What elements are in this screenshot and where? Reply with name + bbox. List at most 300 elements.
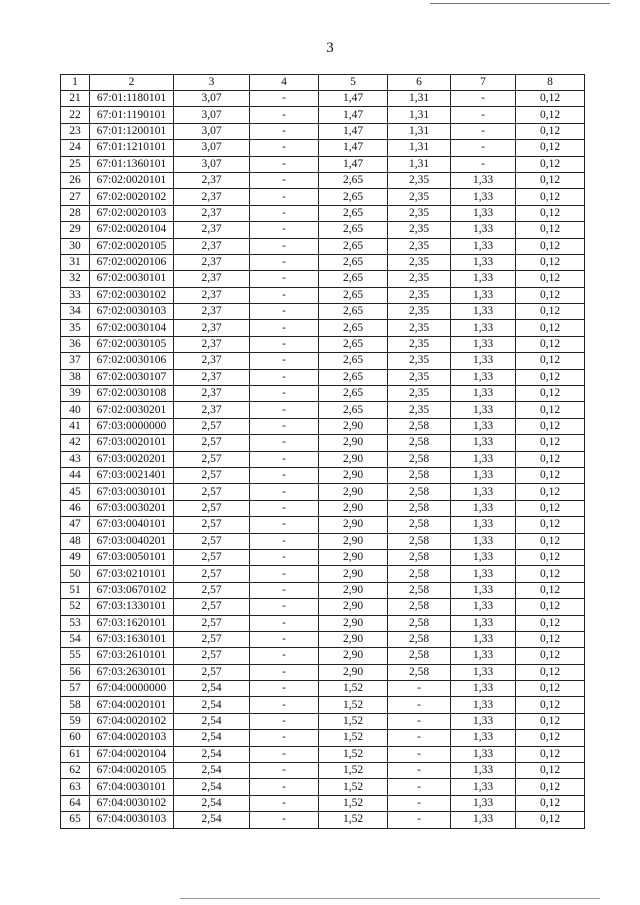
table-cell: -: [250, 172, 319, 188]
table-cell: 22: [61, 107, 90, 123]
table-cell: 1,33: [451, 369, 516, 385]
table-cell: 52: [61, 599, 90, 615]
table-cell: 1,33: [451, 189, 516, 205]
table-cell: 1,33: [451, 648, 516, 664]
table-cell: 0,12: [516, 795, 585, 811]
table-cell: -: [250, 402, 319, 418]
table-cell: 0,12: [516, 500, 585, 516]
table-row: [61, 418, 585, 434]
table-cell: 2,65: [319, 254, 388, 270]
table-cell: 64: [61, 795, 90, 811]
table-cell: 2,65: [319, 172, 388, 188]
table-cell: 3,07: [174, 140, 250, 156]
table-cell: 1,52: [319, 730, 388, 746]
table-cell: 67:03:0020101: [90, 435, 174, 451]
table-cell: 2,37: [174, 402, 250, 418]
table-cell: 2,57: [174, 566, 250, 582]
table-cell: 67:01:1360101: [90, 156, 174, 172]
table-cell: 2,90: [319, 664, 388, 680]
table-cell: 2,58: [388, 467, 451, 483]
table-cell: 1,33: [451, 271, 516, 287]
table-cell: 2,58: [388, 500, 451, 516]
table-cell: 1,52: [319, 763, 388, 779]
table-cell: -: [250, 812, 319, 828]
table-cell: 67:02:0030101: [90, 271, 174, 287]
table-cell: 0,12: [516, 697, 585, 713]
table-cell: 28: [61, 205, 90, 221]
table-cell: 1,33: [451, 582, 516, 598]
table-cell: 0,12: [516, 254, 585, 270]
table-cell: 1,52: [319, 697, 388, 713]
table-cell: -: [388, 795, 451, 811]
table-cell: 45: [61, 484, 90, 500]
table-cell: 67:02:0030103: [90, 304, 174, 320]
table-cell: 67:03:0050101: [90, 549, 174, 565]
table-cell: 43: [61, 451, 90, 467]
table-cell: 2,65: [319, 369, 388, 385]
table-row: [61, 369, 585, 385]
table-row: [61, 435, 585, 451]
table-cell: 2,58: [388, 664, 451, 680]
column-header: 1: [61, 75, 90, 91]
table-row: [61, 140, 585, 156]
table-cell: -: [388, 713, 451, 729]
table-cell: 2,65: [319, 402, 388, 418]
table-cell: -: [250, 205, 319, 221]
data-table: [60, 74, 585, 829]
table-cell: -: [250, 648, 319, 664]
table-cell: 67:03:2630101: [90, 664, 174, 680]
table-row: [61, 582, 585, 598]
table-cell: 2,37: [174, 238, 250, 254]
table-cell: 2,37: [174, 353, 250, 369]
table-cell: 2,57: [174, 648, 250, 664]
table-cell: 39: [61, 386, 90, 402]
table-cell: 67:03:1620101: [90, 615, 174, 631]
table-cell: 0,12: [516, 664, 585, 680]
table-cell: 0,12: [516, 336, 585, 352]
table-cell: 1,31: [388, 91, 451, 107]
table-cell: -: [250, 713, 319, 729]
table-cell: 2,37: [174, 271, 250, 287]
table-cell: -: [451, 123, 516, 139]
column-header: 8: [516, 75, 585, 91]
table-cell: 2,58: [388, 549, 451, 565]
table-row: [61, 451, 585, 467]
table-cell: 0,12: [516, 484, 585, 500]
table-row: [61, 467, 585, 483]
table-cell: 2,90: [319, 549, 388, 565]
table-cell: 3,07: [174, 156, 250, 172]
table-cell: 2,54: [174, 730, 250, 746]
table-cell: 67:04:0020102: [90, 713, 174, 729]
table-cell: 2,35: [388, 287, 451, 303]
table-cell: 1,33: [451, 172, 516, 188]
table-cell: 0,12: [516, 648, 585, 664]
table-cell: 67:02:0020102: [90, 189, 174, 205]
table-cell: 0,12: [516, 140, 585, 156]
table-cell: 67:02:0020103: [90, 205, 174, 221]
column-header: 4: [250, 75, 319, 91]
table-cell: 2,65: [319, 320, 388, 336]
table-row: [61, 779, 585, 795]
table-cell: 2,58: [388, 599, 451, 615]
table-cell: 2,90: [319, 566, 388, 582]
table-cell: -: [250, 566, 319, 582]
table-cell: 0,12: [516, 304, 585, 320]
table-cell: 44: [61, 467, 90, 483]
table-cell: 0,12: [516, 451, 585, 467]
table-cell: 2,65: [319, 271, 388, 287]
table-cell: 2,58: [388, 582, 451, 598]
table-cell: 2,58: [388, 517, 451, 533]
table-cell: 2,90: [319, 631, 388, 647]
table-row: [61, 566, 585, 582]
table-cell: 50: [61, 566, 90, 582]
table-row: [61, 271, 585, 287]
table-cell: 1,52: [319, 746, 388, 762]
table-cell: -: [250, 549, 319, 565]
table-cell: 0,12: [516, 615, 585, 631]
table-cell: 2,58: [388, 533, 451, 549]
table-cell: 2,65: [319, 386, 388, 402]
table-cell: 34: [61, 304, 90, 320]
table-cell: 2,57: [174, 500, 250, 516]
table-cell: 3,07: [174, 123, 250, 139]
table-cell: 2,57: [174, 451, 250, 467]
table-row: [61, 549, 585, 565]
table-cell: 1,33: [451, 353, 516, 369]
table-row: [61, 287, 585, 303]
table-row: [61, 222, 585, 238]
table-cell: -: [451, 140, 516, 156]
table-cell: 1,33: [451, 467, 516, 483]
table-cell: 67:03:0020201: [90, 451, 174, 467]
table-cell: 2,35: [388, 271, 451, 287]
table-cell: -: [250, 615, 319, 631]
table-cell: 0,12: [516, 779, 585, 795]
table-cell: 2,65: [319, 336, 388, 352]
table-cell: 2,35: [388, 254, 451, 270]
table-cell: -: [250, 681, 319, 697]
table-cell: 67:01:1200101: [90, 123, 174, 139]
table-cell: 1,33: [451, 205, 516, 221]
table-row: [61, 304, 585, 320]
table-cell: 1,33: [451, 222, 516, 238]
table-cell: 2,58: [388, 631, 451, 647]
table-cell: 25: [61, 156, 90, 172]
table-cell: -: [250, 779, 319, 795]
table-cell: 2,65: [319, 304, 388, 320]
table-cell: 67:04:0000000: [90, 681, 174, 697]
table-cell: -: [250, 763, 319, 779]
table-cell: 36: [61, 336, 90, 352]
table-cell: 1,52: [319, 681, 388, 697]
table-cell: 1,33: [451, 599, 516, 615]
table-row: [61, 500, 585, 516]
table-cell: 1,31: [388, 140, 451, 156]
table-cell: 1,33: [451, 287, 516, 303]
table-cell: -: [451, 107, 516, 123]
table-cell: -: [250, 435, 319, 451]
table-cell: -: [250, 533, 319, 549]
table-cell: 1,33: [451, 549, 516, 565]
table-cell: 0,12: [516, 320, 585, 336]
table-cell: 67:03:0030101: [90, 484, 174, 500]
table-row: [61, 713, 585, 729]
table-cell: 1,33: [451, 254, 516, 270]
table-cell: 67:04:0030101: [90, 779, 174, 795]
table-cell: 2,90: [319, 484, 388, 500]
table-cell: 1,33: [451, 533, 516, 549]
table-cell: 1,47: [319, 123, 388, 139]
table-cell: 53: [61, 615, 90, 631]
table-cell: 2,37: [174, 336, 250, 352]
table-cell: -: [250, 320, 319, 336]
table-cell: -: [388, 697, 451, 713]
table-cell: -: [250, 107, 319, 123]
table-cell: 1,52: [319, 713, 388, 729]
table-cell: 67:01:1190101: [90, 107, 174, 123]
table-cell: 0,12: [516, 566, 585, 582]
table-cell: 2,37: [174, 386, 250, 402]
table-row: [61, 172, 585, 188]
table-cell: -: [250, 746, 319, 762]
table-cell: 2,37: [174, 287, 250, 303]
table-cell: 32: [61, 271, 90, 287]
table-cell: 27: [61, 189, 90, 205]
table-cell: 2,58: [388, 615, 451, 631]
table-cell: 67:03:1630101: [90, 631, 174, 647]
table-cell: 2,57: [174, 582, 250, 598]
table-cell: 59: [61, 713, 90, 729]
table-cell: -: [250, 599, 319, 615]
table-cell: 67:03:1330101: [90, 599, 174, 615]
table-row: [61, 763, 585, 779]
table-cell: 0,12: [516, 533, 585, 549]
table-cell: 0,12: [516, 517, 585, 533]
table-cell: 67:01:1180101: [90, 91, 174, 107]
table-cell: 1,31: [388, 107, 451, 123]
table-cell: 3,07: [174, 91, 250, 107]
table-cell: 67:03:0000000: [90, 418, 174, 434]
table-row: [61, 648, 585, 664]
table-row: [61, 615, 585, 631]
table-cell: 38: [61, 369, 90, 385]
table-cell: 0,12: [516, 156, 585, 172]
table-cell: 2,90: [319, 599, 388, 615]
table-cell: 2,90: [319, 615, 388, 631]
table-cell: 1,47: [319, 156, 388, 172]
table-row: [61, 533, 585, 549]
table-cell: 2,57: [174, 517, 250, 533]
page-number: 3: [326, 40, 334, 56]
table-cell: 67:03:0210101: [90, 566, 174, 582]
table-cell: 2,37: [174, 320, 250, 336]
table-cell: 67:03:0021401: [90, 467, 174, 483]
table-cell: 1,33: [451, 812, 516, 828]
table-cell: 1,33: [451, 631, 516, 647]
table-cell: 2,37: [174, 172, 250, 188]
table-cell: 1,33: [451, 304, 516, 320]
table-cell: 2,90: [319, 418, 388, 434]
table-cell: 26: [61, 172, 90, 188]
table-cell: 51: [61, 582, 90, 598]
table-cell: -: [250, 287, 319, 303]
table-cell: 49: [61, 549, 90, 565]
table-cell: 2,54: [174, 812, 250, 828]
table-cell: 1,33: [451, 681, 516, 697]
table-cell: 1,47: [319, 140, 388, 156]
table-cell: 2,65: [319, 238, 388, 254]
table-cell: 1,33: [451, 402, 516, 418]
table-cell: -: [250, 467, 319, 483]
table-cell: 2,35: [388, 369, 451, 385]
table-cell: 1,33: [451, 336, 516, 352]
table-cell: 23: [61, 123, 90, 139]
table-cell: -: [250, 451, 319, 467]
table-cell: 2,54: [174, 763, 250, 779]
table-row: [61, 631, 585, 647]
table-cell: 67:04:0030103: [90, 812, 174, 828]
table-cell: 1,33: [451, 713, 516, 729]
table-cell: 1,33: [451, 615, 516, 631]
table-cell: -: [250, 189, 319, 205]
table-cell: 1,33: [451, 238, 516, 254]
table-cell: 2,35: [388, 222, 451, 238]
table-cell: 2,90: [319, 500, 388, 516]
table-row: [61, 336, 585, 352]
table-cell: 60: [61, 730, 90, 746]
table-cell: -: [388, 730, 451, 746]
table-cell: 2,37: [174, 205, 250, 221]
table-cell: -: [250, 91, 319, 107]
table-cell: 1,33: [451, 763, 516, 779]
table-row: [61, 353, 585, 369]
table-cell: 2,58: [388, 451, 451, 467]
table-cell: 2,58: [388, 484, 451, 500]
table-cell: 2,35: [388, 172, 451, 188]
table-cell: -: [250, 631, 319, 647]
table-cell: 1,33: [451, 795, 516, 811]
table-cell: -: [250, 697, 319, 713]
table-cell: 0,12: [516, 402, 585, 418]
table-cell: -: [250, 582, 319, 598]
table-cell: 1,52: [319, 779, 388, 795]
table-cell: 2,57: [174, 418, 250, 434]
table-cell: 0,12: [516, 713, 585, 729]
table-cell: 67:02:0030104: [90, 320, 174, 336]
column-header: 2: [90, 75, 174, 91]
table-cell: 2,57: [174, 484, 250, 500]
table-cell: 2,57: [174, 664, 250, 680]
column-header: 6: [388, 75, 451, 91]
table-cell: 67:03:0030201: [90, 500, 174, 516]
table-cell: 42: [61, 435, 90, 451]
table-cell: 0,12: [516, 467, 585, 483]
table-cell: 2,35: [388, 205, 451, 221]
table-cell: 2,58: [388, 648, 451, 664]
table-cell: 67:02:0030201: [90, 402, 174, 418]
table-cell: 2,37: [174, 369, 250, 385]
table-cell: 1,33: [451, 517, 516, 533]
table-cell: -: [250, 140, 319, 156]
table-cell: 2,54: [174, 746, 250, 762]
table-cell: 1,33: [451, 697, 516, 713]
table-row: [61, 320, 585, 336]
table-cell: -: [388, 681, 451, 697]
table-cell: 0,12: [516, 287, 585, 303]
table-row: [61, 402, 585, 418]
table-cell: 2,35: [388, 304, 451, 320]
table-cell: 67:02:0030106: [90, 353, 174, 369]
table-cell: 0,12: [516, 222, 585, 238]
table-cell: 67:01:1210101: [90, 140, 174, 156]
table-cell: 67:03:2610101: [90, 648, 174, 664]
table-cell: -: [250, 238, 319, 254]
table-cell: 65: [61, 812, 90, 828]
table-cell: 2,57: [174, 435, 250, 451]
table-cell: 1,33: [451, 566, 516, 582]
table-cell: -: [451, 91, 516, 107]
column-header: 5: [319, 75, 388, 91]
table-cell: 3,07: [174, 107, 250, 123]
table-cell: 2,35: [388, 353, 451, 369]
table-cell: 1,33: [451, 500, 516, 516]
table-cell: 2,58: [388, 435, 451, 451]
table-cell: 2,54: [174, 681, 250, 697]
table-cell: 2,54: [174, 697, 250, 713]
table-cell: 2,65: [319, 287, 388, 303]
table-cell: 56: [61, 664, 90, 680]
table-cell: 31: [61, 254, 90, 270]
table-row: [61, 697, 585, 713]
table-cell: 1,47: [319, 91, 388, 107]
table-cell: 67:02:0030105: [90, 336, 174, 352]
table-cell: 1,33: [451, 746, 516, 762]
table-cell: 0,12: [516, 369, 585, 385]
table-cell: 0,12: [516, 599, 585, 615]
table-row: [61, 238, 585, 254]
table-cell: 67:02:0030107: [90, 369, 174, 385]
table-cell: 0,12: [516, 91, 585, 107]
table-cell: 1,52: [319, 812, 388, 828]
table-cell: 55: [61, 648, 90, 664]
table-cell: 48: [61, 533, 90, 549]
table-cell: 2,57: [174, 615, 250, 631]
table-cell: 2,57: [174, 467, 250, 483]
table-cell: 1,33: [451, 779, 516, 795]
table-cell: 0,12: [516, 189, 585, 205]
table-cell: 2,35: [388, 402, 451, 418]
table-cell: -: [250, 254, 319, 270]
table-cell: 35: [61, 320, 90, 336]
table-row: [61, 123, 585, 139]
table-cell: -: [250, 386, 319, 402]
table-cell: 67:02:0030102: [90, 287, 174, 303]
table-cell: 2,37: [174, 222, 250, 238]
table-row: [61, 517, 585, 533]
table-cell: 1,31: [388, 156, 451, 172]
table-cell: 2,54: [174, 713, 250, 729]
table-cell: 1,33: [451, 418, 516, 434]
table-cell: 61: [61, 746, 90, 762]
table-cell: 0,12: [516, 746, 585, 762]
table-cell: 21: [61, 91, 90, 107]
table-cell: 67:03:0040101: [90, 517, 174, 533]
table-cell: 57: [61, 681, 90, 697]
table-row: [61, 484, 585, 500]
